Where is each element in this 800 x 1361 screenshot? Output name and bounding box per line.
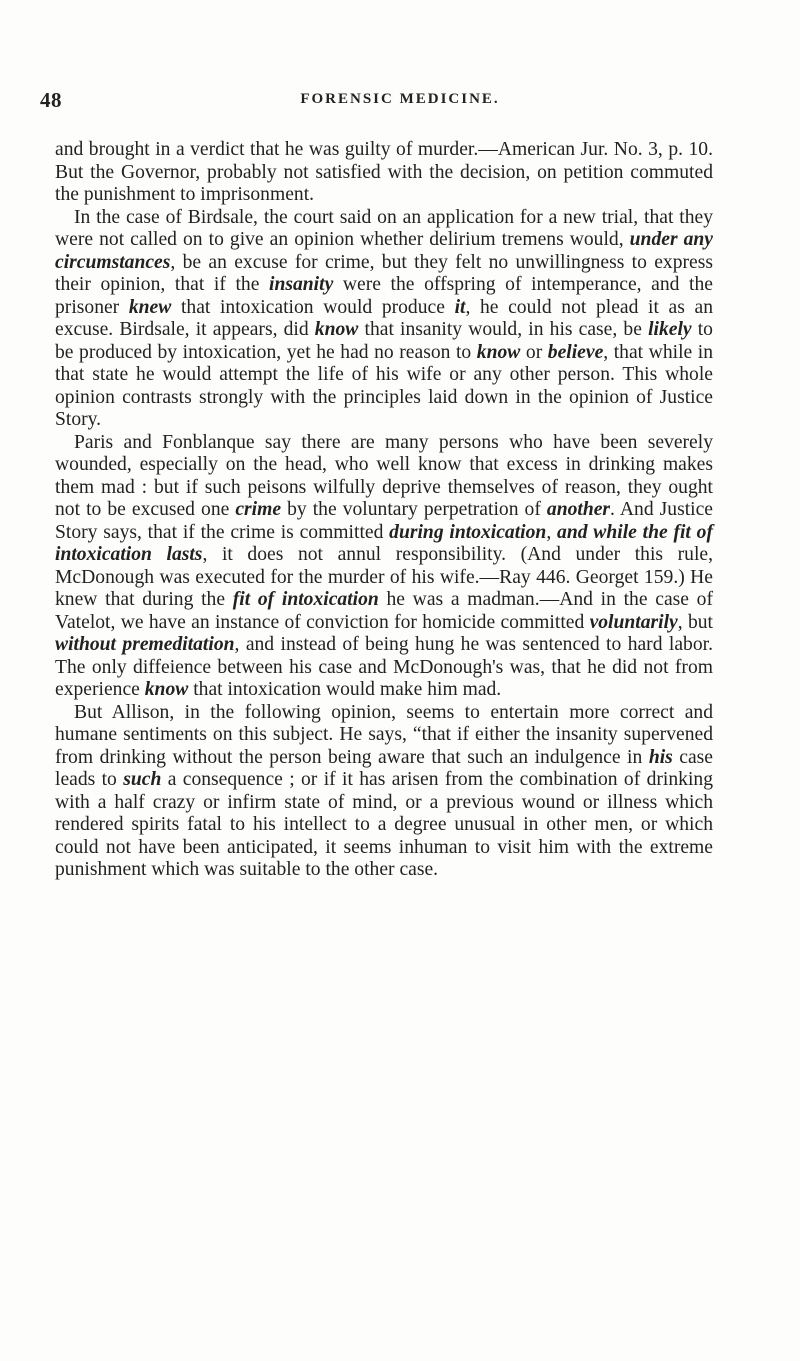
text-run: case leads to (55, 746, 713, 790)
text-run: he was a madman.—And in the case of Vatelot, we have an instance of conviction for homicide committed (55, 589, 713, 633)
text-run: or (520, 341, 548, 363)
text-run: , and instead of being hung he was sentenced to hard labor. The only diffeience between his case and McDonough's was, that he did not from experience (55, 634, 713, 700)
emphasis-text: his (648, 746, 673, 768)
text-run: , but (677, 611, 713, 633)
emphasis-text: crime (235, 499, 282, 520)
text-run: that insanity would, in his case, be (358, 319, 649, 340)
emphasis-text: voluntarily (589, 611, 678, 633)
paragraph (55, 702, 713, 882)
text-run: a consequence ; or if it has arisen from the combination of drinking with a half crazy or infirm state of mind, or a previous wound or illness which rendered spirits fatal to his intellect to a degree unusual in other men, or which could not have been anticipated, it seems inhuman to visit him with the extreme punishment which was suitable to the other case. (55, 769, 714, 880)
emphasis-text: under any circumstances (55, 229, 713, 273)
emphasis-text: insanity (269, 274, 334, 295)
emphasis-text: and while the fit of intoxication lasts (55, 521, 713, 565)
text-run: But Allison, in the following opinion, seems to entertain more correct and humane sentiments on this subject. He says, “that if either the insanity supervened from drinking without the person being aware that such an indulgence in (55, 701, 713, 768)
text-run: to be produced by intoxication, yet he had no reason to (55, 319, 713, 363)
emphasis-text: knew (128, 296, 172, 318)
emphasis-text: likely (648, 319, 692, 340)
text-run: , (546, 521, 558, 543)
text-run: Paris and Fonblanque say there are many persons who have been severely wounded, especially on the head, who well know that excess in drinking makes them mad : but if such peisons wilfully deprive themselves of reason, they ought not to be excused one (55, 431, 713, 520)
text-run: and brought in a verdict that he was guilty of murder.—American Jur. No. 3, p. 10. But the Governor, probably not satisfied with the decision, on petition commuted the punishment to imprisonment. (55, 139, 713, 205)
emphasis-text: it (454, 296, 466, 318)
text-run: In the case of Birdsale, the court said on an application for a new trial, that they were not called on to give an opinion whether delirium tremens would, (55, 206, 713, 250)
text-run: were the offspring of intemperance, and the prisoner (55, 274, 713, 318)
text-run: , he could not plead it as an excuse. Birdsale, it appears, did (55, 296, 713, 340)
text-run: , that while in that state he would attempt the life of his wife or any other person. This whole opinion contrasts strongly with the principles laid down in the opinion of Justice Story. (55, 341, 714, 430)
paragraph (55, 432, 713, 702)
text-run: , be an excuse for crime, but they felt no unwillingness to express their opinion, that if the (55, 251, 713, 295)
page-number: 48 (40, 88, 62, 112)
text-run: , it does not annul responsibility. (And under this rule, McDonough was executed for the murder of his wife.—Ray 446. Georget 159.) He knew that during the (55, 544, 713, 610)
body-text (55, 139, 713, 882)
text-run: that intoxication would make him mad. (188, 679, 502, 700)
text-run: that intoxication would produce (171, 296, 455, 318)
running-title: FORENSIC MEDICINE. (300, 91, 500, 107)
emphasis-text: without premeditation (55, 634, 235, 655)
paragraph (55, 139, 713, 207)
emphasis-text: such (123, 769, 162, 790)
emphasis-text: know (314, 319, 359, 340)
page-header (40, 88, 720, 118)
paragraph (55, 207, 713, 432)
emphasis-text: during intoxication (389, 521, 547, 543)
text-run: by the voluntary perpetration of (281, 499, 547, 520)
text-run: . And Justice Story says, that if the crime is committed (55, 499, 714, 543)
emphasis-text: know (476, 341, 521, 363)
emphasis-text: believe (547, 341, 604, 363)
emphasis-text: know (144, 679, 189, 700)
emphasis-text: fit of intoxication (232, 589, 379, 610)
emphasis-text: another (546, 499, 611, 520)
